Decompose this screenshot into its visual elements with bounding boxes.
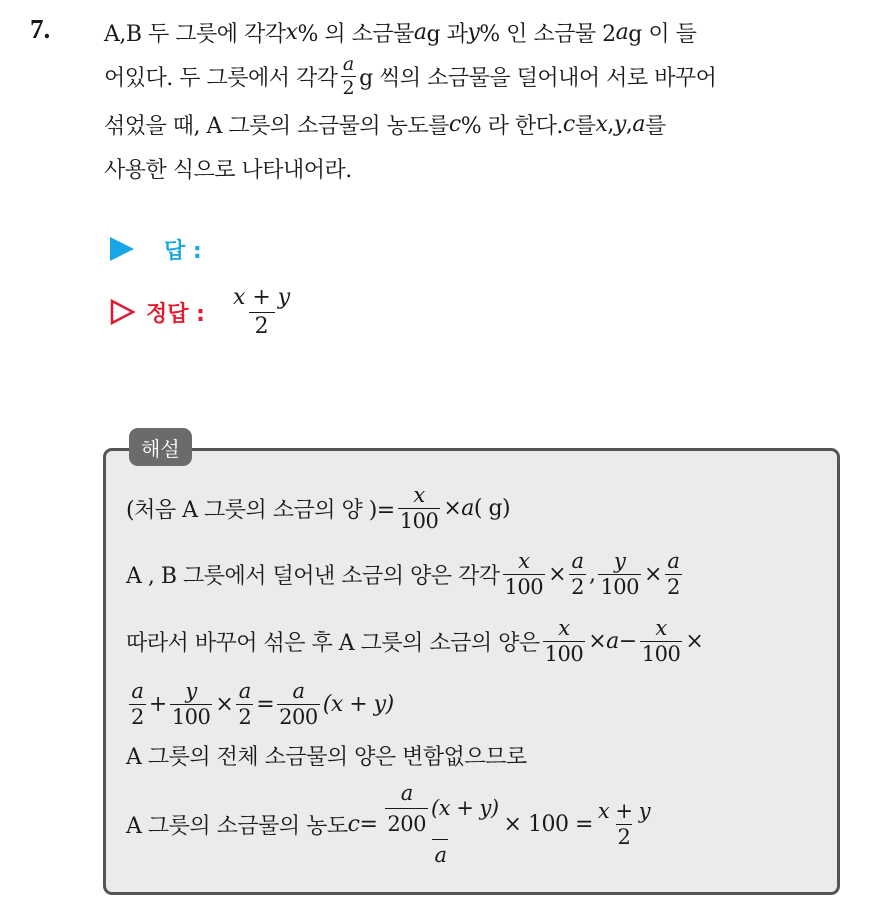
text-span: 를	[644, 113, 666, 139]
math-var: a	[632, 111, 645, 137]
fraction-numerator: a	[400, 780, 413, 805]
fraction-numerator: x	[413, 482, 425, 507]
fraction	[277, 678, 320, 729]
fraction-denominator: 100	[544, 641, 584, 666]
operator: =	[256, 691, 275, 717]
operator: ×	[685, 628, 704, 654]
fraction-denominator: 200	[279, 704, 318, 729]
math-var: c	[562, 111, 575, 137]
math-var: c	[448, 111, 461, 137]
fraction-denominator: 2	[571, 574, 584, 599]
text-span: A 그릇의 소금물의 농도	[126, 813, 348, 839]
fraction	[385, 780, 428, 836]
fraction-denominator: 2	[249, 312, 275, 338]
text-span: 어있다. 두 그릇에서 각각	[104, 65, 338, 91]
operator: × 100 =	[503, 811, 593, 837]
question-number: 7.	[30, 14, 51, 44]
correct-answer-row	[110, 286, 299, 338]
correct-answer-fraction	[227, 284, 296, 339]
fraction-numerator: a	[571, 548, 584, 573]
fraction-denominator: 2	[238, 704, 252, 729]
math-var: x	[285, 19, 298, 45]
operator: ×	[215, 691, 234, 717]
solution-line-1	[126, 478, 703, 538]
math-var: a	[413, 19, 427, 45]
fraction	[569, 548, 586, 599]
fraction-numerator: x	[518, 548, 530, 573]
fraction-numerator: a	[342, 52, 354, 75]
fraction	[170, 678, 213, 729]
fraction-numerator: x	[655, 615, 667, 640]
question-line-2	[104, 52, 864, 100]
separator: ,	[625, 111, 633, 137]
separator: ,	[607, 111, 614, 137]
text-span: A,B 두 그릇에 각각	[104, 21, 286, 47]
fraction-denominator: 2	[342, 76, 355, 99]
fraction-denominator: 2	[666, 574, 680, 599]
answer-label: 답 :	[164, 238, 202, 264]
operator: ×	[644, 561, 662, 587]
fraction	[236, 678, 253, 729]
question-line-1	[104, 12, 864, 52]
separator: ,	[588, 561, 596, 587]
fraction-numerator: a	[238, 678, 251, 703]
correct-answer-label: 정답 :	[146, 301, 205, 327]
text-span: A , B 그릇에서 덜어낸 소금의 양은 각각	[126, 563, 500, 589]
math-expression: (x + y)	[322, 691, 394, 717]
solution-content	[126, 478, 703, 874]
fraction-denominator: 100	[171, 704, 211, 729]
fraction	[341, 52, 357, 99]
fraction-denominator: 2	[131, 704, 144, 729]
text-span: g 과	[426, 21, 468, 47]
text-span: 따라서 바꾸어 섞은 후 A 그릇의 소금의 양은	[126, 630, 540, 656]
fraction-denominator: 100	[600, 574, 640, 599]
fraction-denominator: 100	[504, 574, 544, 599]
fraction	[640, 615, 683, 666]
fraction-numerator: x + y	[232, 284, 291, 310]
fraction-denominator: 100	[399, 508, 439, 533]
text-span: ( g)	[473, 495, 511, 521]
text-span: (처음 A 그릇의 소금의 양 )=	[126, 497, 395, 523]
answer-row	[110, 232, 202, 266]
math-var: a	[606, 628, 619, 654]
text-span: % 라 한다.	[460, 113, 563, 139]
solution-line-5: A 그릇의 전체 소금물의 양은 변함없으므로	[126, 744, 527, 770]
math-var: y	[467, 19, 480, 45]
math-var: y	[613, 111, 626, 137]
fraction-denominator: 2	[617, 824, 631, 849]
text-span: g 씩의 소금물을 덜어내어 서로 바꾸어	[359, 65, 717, 91]
fraction	[598, 548, 641, 599]
text-span: 섞었을 때, A 그릇의 소금물의 농도를	[104, 113, 449, 139]
operator: ×	[588, 628, 607, 654]
complex-fraction	[380, 780, 500, 867]
operator: ×	[548, 561, 567, 587]
fraction	[503, 548, 546, 599]
solution-line-2	[126, 538, 703, 610]
fraction	[543, 615, 586, 666]
math-var: a	[615, 19, 629, 45]
play-triangle-icon	[110, 237, 134, 261]
fraction-numerator: y	[185, 678, 197, 703]
question-text	[104, 12, 864, 188]
fraction	[596, 798, 652, 849]
math-var: a	[461, 495, 474, 521]
fraction-denominator: 200	[385, 808, 428, 835]
fraction-numerator: a	[667, 548, 680, 573]
solution-line-4	[126, 672, 703, 736]
solution-line-6	[126, 774, 703, 874]
operator: =	[359, 811, 378, 837]
fraction-numerator: a	[131, 678, 144, 703]
math-expression: (x + y)	[431, 796, 499, 820]
operator: +	[148, 691, 167, 717]
operator: −	[618, 628, 637, 654]
outline-triangle-icon	[110, 299, 136, 325]
question-line-4: 사용한 식으로 나타내어라.	[104, 157, 352, 183]
fraction-denominator: a	[432, 839, 448, 866]
fraction-denominator: 100	[641, 641, 681, 666]
math-var: c	[347, 811, 360, 837]
fraction-numerator: x + y	[597, 798, 651, 823]
math-var: x	[595, 111, 608, 137]
fraction-numerator: x	[558, 615, 570, 640]
solution-tag: 해설	[129, 428, 192, 466]
fraction-numerator: y	[614, 548, 626, 573]
text-span: % 의 소금물	[297, 21, 414, 47]
text-span: g 이 들	[628, 21, 697, 47]
solution-line-3	[126, 610, 703, 672]
fraction	[665, 548, 682, 599]
question-line-3	[104, 100, 864, 148]
fraction-numerator: a	[292, 678, 305, 703]
fraction	[398, 482, 441, 533]
fraction-numerator	[380, 780, 500, 839]
text-span: % 인 소금물 2	[479, 21, 616, 47]
text-span: 를	[574, 113, 596, 139]
operator: ×	[443, 495, 462, 521]
fraction	[129, 678, 146, 729]
